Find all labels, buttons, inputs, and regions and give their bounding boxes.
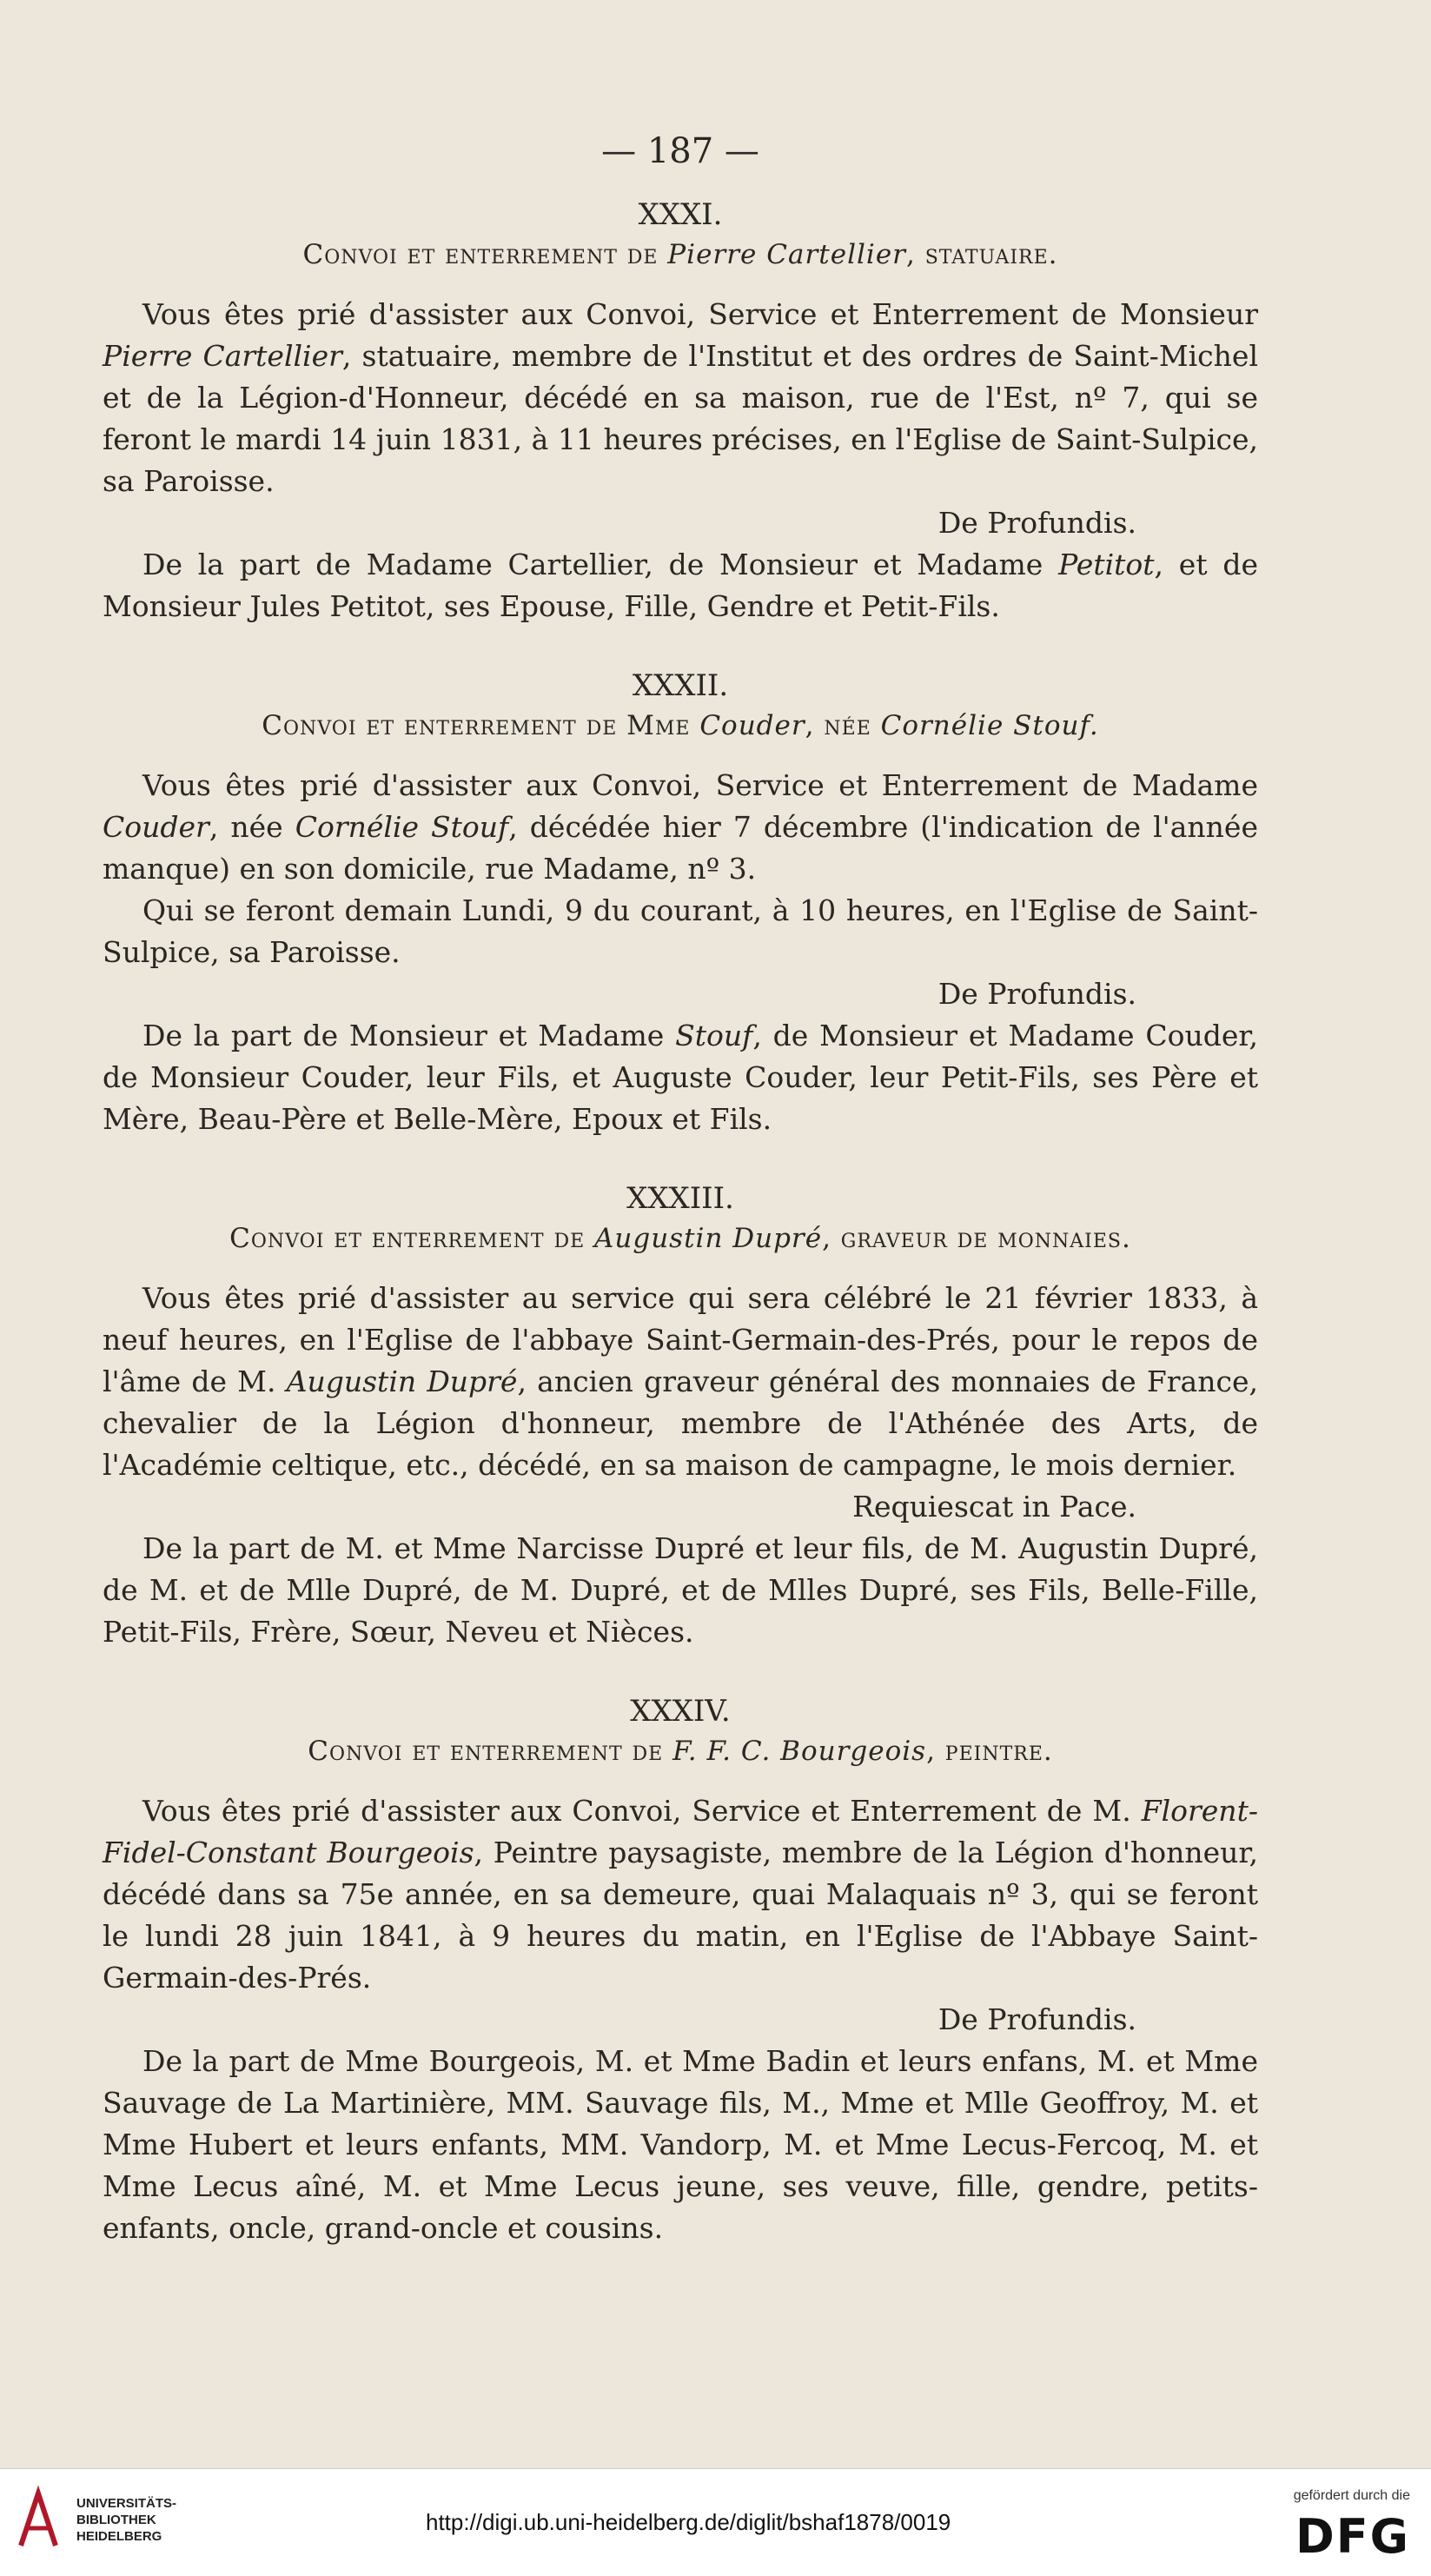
- name-italic: Cornélie Stouf: [295, 810, 509, 844]
- heading-prefix: Convoi et enterrement de: [229, 1223, 586, 1254]
- heading-name: Couder: [699, 710, 805, 741]
- name-italic: Couder: [103, 810, 209, 844]
- section-number: XXXIV.: [630, 1694, 731, 1729]
- name-italic: Florent-Fidel-Constant Bourgeois: [103, 1794, 1258, 1869]
- heading-suffix: , peintre.: [926, 1736, 1053, 1767]
- text: , de Monsieur et Madame Couder, de Monsieur Couder, leur Fils, et Auguste Couder, leur Petit-Fils, ses Père et Mère, Beau-Père et Belle-Mère, Epoux et Fils.: [103, 1019, 1258, 1136]
- closing-phrase: Requiescat in Pace.: [852, 1490, 1136, 1524]
- section-xxxiii: [103, 1178, 1258, 1653]
- name-italic: Pierre Cartellier: [103, 339, 342, 373]
- text: , décédée hier 7 décembre (l'indication de l'année manque) en son domicile, rue Madame, nº 3.: [103, 810, 1258, 886]
- library-line: HEIDELBERG: [76, 2529, 162, 2544]
- text: Vous êtes prié d'assister aux Convoi, Service et Enterrement de Madame: [142, 768, 1258, 802]
- heading-prefix: Convoi et enterrement de Mme: [262, 710, 691, 741]
- heading-name: Pierre Cartellier: [667, 239, 906, 270]
- text: Vous êtes prié d'assister aux Convoi, Service et Enterrement de Monsieur: [142, 297, 1258, 331]
- page-content: [103, 130, 1258, 2287]
- paragraph: Qui se feront demain Lundi, 9 du courant, à 10 heures, en l'Eglise de Saint-Sulpice, sa Paroisse.: [103, 893, 1258, 969]
- section-heading: [103, 1218, 1258, 1258]
- text: , statuaire, membre de l'Institut et des ordres de Saint-Michel et de la Légion-d'Honneur, décédé en sa maison, rue de l'Est, nº 7, qui se feront le mardi 14 juin 1831, à 11 heures précises, en l'Eglise de Saint-Sulpice, sa Paroisse.: [103, 339, 1258, 498]
- section-heading: [103, 1731, 1258, 1771]
- closing-phrase: De Profundis.: [937, 977, 1136, 1011]
- name-italic: Petitot: [1058, 548, 1155, 581]
- heading-suffix: , graveur de monnaies.: [822, 1223, 1131, 1254]
- heading-name-2: Cornélie Stouf.: [880, 710, 1099, 741]
- text: De la part de Madame Cartellier, de Monsieur et Madame: [142, 548, 1043, 581]
- text: De la part de Monsieur et Madame: [142, 1019, 665, 1052]
- library-logo-icon: [14, 2485, 63, 2554]
- section-heading: [103, 706, 1258, 746]
- paragraph: De la part de M. et Mme Narcisse Dupré et leur fils, de M. Augustin Dupré, de M. et de Mlle Dupré, de M. Dupré, et de Mlles Dupré, ses Fils, Belle-Fille, Petit-Fils, Frère, Sœur, Neveu et Nièces.: [103, 1531, 1258, 1649]
- section-number: XXXII.: [632, 668, 729, 703]
- paragraph: [103, 294, 1258, 502]
- text: , née: [209, 810, 283, 844]
- section-xxxiv: [103, 1691, 1258, 2249]
- section-number: XXXIII.: [626, 1181, 734, 1216]
- section-xxxi: [103, 195, 1258, 627]
- text: , ancien graveur général des monnaies de France, chevalier de la Légion d'honneur, membre de l'Athénée des Arts, de l'Académie celtique, etc., décédé, en sa maison de campagne, le mois dernier.: [103, 1364, 1258, 1482]
- section-xxxii: [103, 666, 1258, 1140]
- heading-mid: , née: [805, 710, 871, 741]
- text: Vous êtes prié d'assister aux Convoi, Service et Enterrement de M.: [142, 1794, 1131, 1828]
- heading-prefix: Convoi et enterrement de: [302, 239, 659, 270]
- paragraph: [103, 544, 1258, 627]
- dfg-logo: DFG: [1295, 2509, 1410, 2564]
- closing-phrase: De Profundis.: [937, 2002, 1136, 2036]
- paragraph: [103, 1278, 1258, 1486]
- name-italic: Stouf: [675, 1019, 753, 1052]
- source-url-link[interactable]: http://digi.ub.uni-heidelberg.de/diglit/bshaf1878/0019: [426, 2509, 951, 2535]
- heading-name: Augustin Dupré: [594, 1223, 823, 1254]
- text: , Peintre paysagiste, membre de la Légion d'honneur, décédé dans sa 75e année, en sa demeure, quai Malaquais nº 3, qui se feront le lundi 28 juin 1841, à 9 heures du matin, en l'Eglise de l'Abbaye Saint-Germain-des-Prés.: [103, 1836, 1258, 1995]
- paragraph: De la part de Mme Bourgeois, M. et Mme Badin et leurs enfans, M. et Mme Sauvage de La Martinière, MM. Sauvage fils, M., Mme et Mlle Geoffroy, M. et Mme Hubert et leurs enfants, MM. Vandorp, M. et Mme Lecus-Fercoq, M. et Mme Lecus aîné, M. et Mme Lecus jeune, ses veuve, fille, gendre, petits-enfants, oncle, grand-oncle et cousins.: [103, 2044, 1258, 2245]
- heading-prefix: Convoi et enterrement de: [308, 1736, 664, 1767]
- heading-name: F. F. C. Bourgeois: [672, 1736, 927, 1767]
- name-italic: Augustin Dupré: [286, 1364, 518, 1398]
- page-number: — 187 —: [601, 131, 759, 171]
- text: , et de Monsieur Jules Petitot, ses Epouse, Fille, Gendre et Petit-Fils.: [103, 548, 1258, 623]
- funded-by-label: gefördert durch die: [1293, 2488, 1410, 2503]
- library-line: UNIVERSITÄTS-: [76, 2496, 177, 2511]
- closing-phrase: De Profundis.: [937, 506, 1136, 540]
- heading-suffix: , statuaire.: [905, 239, 1058, 270]
- section-number: XXXI.: [638, 197, 723, 232]
- paragraph: [103, 1790, 1258, 1999]
- paragraph: [103, 1015, 1258, 1140]
- text: Vous êtes prié d'assister au service qui sera célébré le 21 février 1833, à neuf heures, en l'Eglise de l'abbaye Saint-Germain-des-Prés, pour le repos de l'âme de M.: [103, 1281, 1258, 1398]
- library-name: [76, 2495, 176, 2545]
- library-line: BIBLIOTHEK: [76, 2513, 156, 2527]
- paragraph: [103, 765, 1258, 890]
- section-heading: [103, 235, 1258, 275]
- footer-bar: [0, 2468, 1431, 2576]
